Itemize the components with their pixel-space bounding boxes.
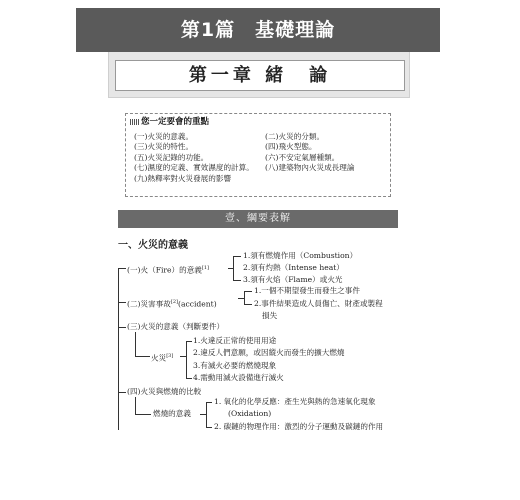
key-point: (八)建築物內火災成長理論	[265, 163, 355, 173]
outline-branch-line	[118, 302, 126, 303]
outline-brace-line	[244, 304, 252, 305]
outline-branch-line	[135, 356, 150, 357]
key-points-right-column	[265, 132, 354, 174]
chapter-title-box	[108, 52, 410, 98]
outline-subitem: 2.違反人們意願，或因縱火而發生的擴大燃燒	[193, 348, 345, 357]
outline-subitem-continuation: 損失	[262, 311, 278, 320]
outline-subitem: 2.須有灼熱（Intense heat）	[243, 263, 344, 272]
outline-trunk-line	[118, 268, 119, 430]
outline-item-2	[127, 297, 217, 310]
outline-item-1	[127, 263, 209, 276]
outline-subitem: 2. 碳鏈的物理作用：激烈的分子運動及碳鏈的作用	[214, 422, 384, 431]
outline-brace-line	[206, 427, 212, 428]
outline-item-2-label-tail: (accident)	[178, 299, 217, 309]
outline-subitem: 1.須有燃燒作用（Combustion）	[243, 251, 358, 260]
outline-branch-line	[118, 268, 126, 269]
key-points-box	[125, 113, 391, 197]
footnote-ref: [3]	[166, 353, 174, 359]
outline-item-3-sublabel-text: 火災	[151, 353, 167, 363]
section-heading: 壹、綱要表解	[225, 213, 291, 224]
outline-brace-line	[206, 402, 212, 403]
outline-subitem: 3.須有火焰（Flame）或火光	[243, 275, 343, 284]
key-point: (四)飛火型態。	[265, 142, 317, 152]
outline-brace-line	[186, 378, 192, 379]
outline-subitem: 1.火違反正常的使用用途	[193, 336, 277, 345]
outline-brace-line	[200, 414, 206, 415]
key-point: (六)不安定氣層種類。	[265, 152, 340, 162]
outline-item-1-label: (一)火（Fire）的意義	[127, 265, 202, 275]
outline-subitem: 3.有滅火必要的燃燒現象	[193, 361, 277, 370]
key-points-title: 您一定要會的重點	[141, 117, 210, 127]
key-point: (二)火災的分類。	[265, 132, 325, 141]
key-points-header	[130, 115, 209, 127]
key-point: (五)火災記錄的功能。	[134, 152, 209, 162]
pencil-stripes-icon	[130, 119, 139, 125]
outline-item-3-sublabel	[151, 351, 173, 364]
outline-branch-line	[118, 392, 126, 393]
outline-brace-line	[244, 291, 245, 304]
outline-brace-line	[233, 256, 234, 280]
outline-item-3-label: (三)火災的意義（判斷要件）	[127, 322, 225, 331]
footnote-ref: [2]	[170, 299, 178, 305]
outline-subitem: 2.事件結果造成人員傷亡、財產或製程	[254, 299, 383, 308]
outline-brace-line	[238, 298, 244, 299]
key-point: (一)火災的意義。	[134, 132, 194, 141]
outline-brace-line	[186, 341, 192, 342]
key-point: (九)熱釋率對火災發展的影響	[134, 173, 232, 183]
part-title: 第1篇 基礎理論	[180, 19, 336, 41]
outline-subitem: 1.一個不期望發生而發生之事件	[254, 286, 360, 295]
outline-branch-line	[135, 414, 151, 415]
outline-branch-line	[118, 327, 126, 328]
key-point: (七)濕度的定義、實效濕度的計算。	[134, 163, 254, 173]
key-points-left-column	[134, 132, 254, 184]
topic-heading: 一、火災的意義	[118, 240, 188, 251]
outline-brace-line	[228, 268, 233, 269]
outline-item-2-label: (二)災害事故	[127, 299, 171, 309]
key-point: (三)火災的特性。	[134, 142, 194, 152]
chapter-title: 第一章 緒 論	[115, 60, 405, 91]
outline-subitem: 1. 氧化的化學反應：產生光與熱的急速氧化現象	[214, 397, 376, 406]
outline-brace-line	[244, 291, 252, 292]
outline-branch-line	[135, 397, 136, 414]
outline-brace-line	[233, 280, 241, 281]
outline-item-4-label: (四)火災與燃燒的比較	[127, 387, 202, 396]
outline-subitem: 4.需動用滅火設備進行滅火	[193, 373, 284, 382]
outline-brace-line	[206, 402, 207, 427]
outline-subitem-continuation: (Oxidation)	[228, 409, 272, 418]
part-title-banner	[76, 8, 440, 52]
outline-brace-line	[233, 256, 241, 257]
outline-item-4-sublabel: 燃燒的意義	[153, 409, 191, 418]
footnote-ref: [1]	[201, 265, 209, 271]
outline-brace-line	[180, 356, 186, 357]
outline-brace-line	[186, 341, 187, 378]
outline-branch-line	[135, 332, 136, 356]
section-heading-bar	[118, 210, 398, 228]
